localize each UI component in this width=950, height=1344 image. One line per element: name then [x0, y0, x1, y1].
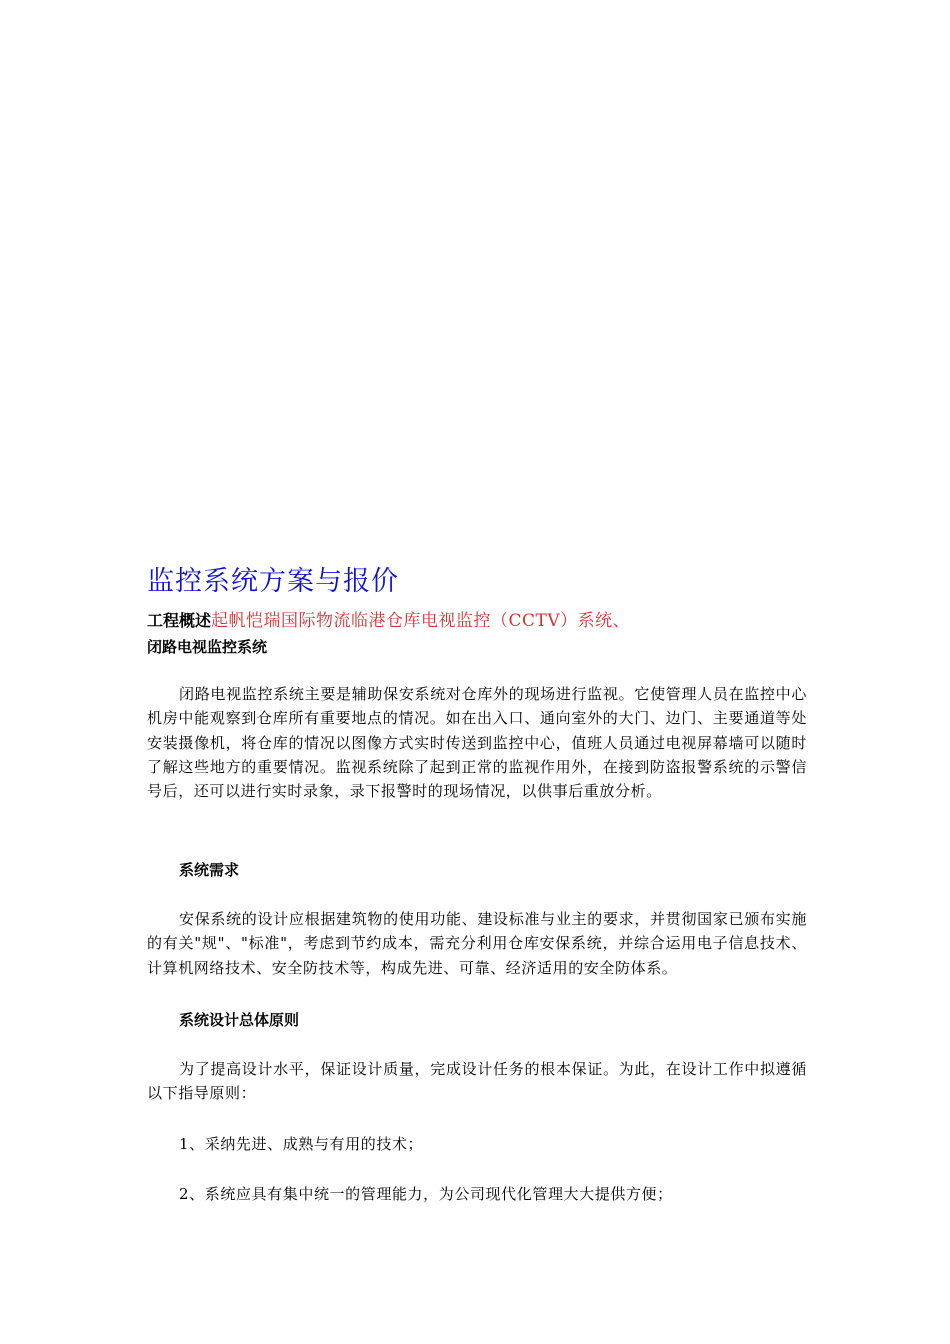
principles-heading: 系统设计总体原则	[179, 1011, 300, 1029]
system-subtitle: 闭路电视监控系统	[147, 638, 268, 656]
principle-item-1: 1、采纳先进、成熟与有用的技术；	[179, 1135, 424, 1153]
requirements-heading: 系统需求	[179, 861, 240, 879]
overview-label: 工程概述	[147, 611, 212, 630]
principle-item-2: 2、系统应具有集中统一的管理能力，为公司现代化管理大大提供方便；	[179, 1185, 673, 1203]
project-name: 起帆恺瑞国际物流临港仓库电视监控（CCTV）系统、	[211, 611, 631, 631]
document-title: 监控系统方案与报价	[147, 566, 399, 597]
requirements-paragraph: 安保系统的设计应根据建筑物的使用功能、建设标准与业主的要求，并贯彻国家已颁布实施的有关"规"、"标准"，考虑到节约成本，需充分利用仓库安保系统，并综合运用电子信息技术、计算机网络技术、安全防技术等，构成先进、可靠、经济适用的安全防体系。	[147, 910, 807, 977]
principles-paragraph: 为了提高设计水平，保证设计质量，完成设计任务的根本保证。为此，在设计工作中拟遵循以下指导原则：	[147, 1060, 807, 1103]
intro-paragraph: 闭路电视监控系统主要是辅助保安系统对仓库外的现场进行监视。它使管理人员在监控中心机房中能观察到仓库所有重要地点的情况。如在出入口、通向室外的大门、边门、主要通道等处安装摄像机，将仓库的情况以图像方式实时传送到监控中心，值班人员通过电视屏幕墙可以随时了解这些地方的重要情况。监视系统除了起到正常的监视作用外，在接到防盗报警系统的示警信号后，还可以进行实时录象，录下报警时的现场情况，以供事后重放分析。	[147, 685, 807, 801]
project-overview-line	[147, 608, 630, 634]
